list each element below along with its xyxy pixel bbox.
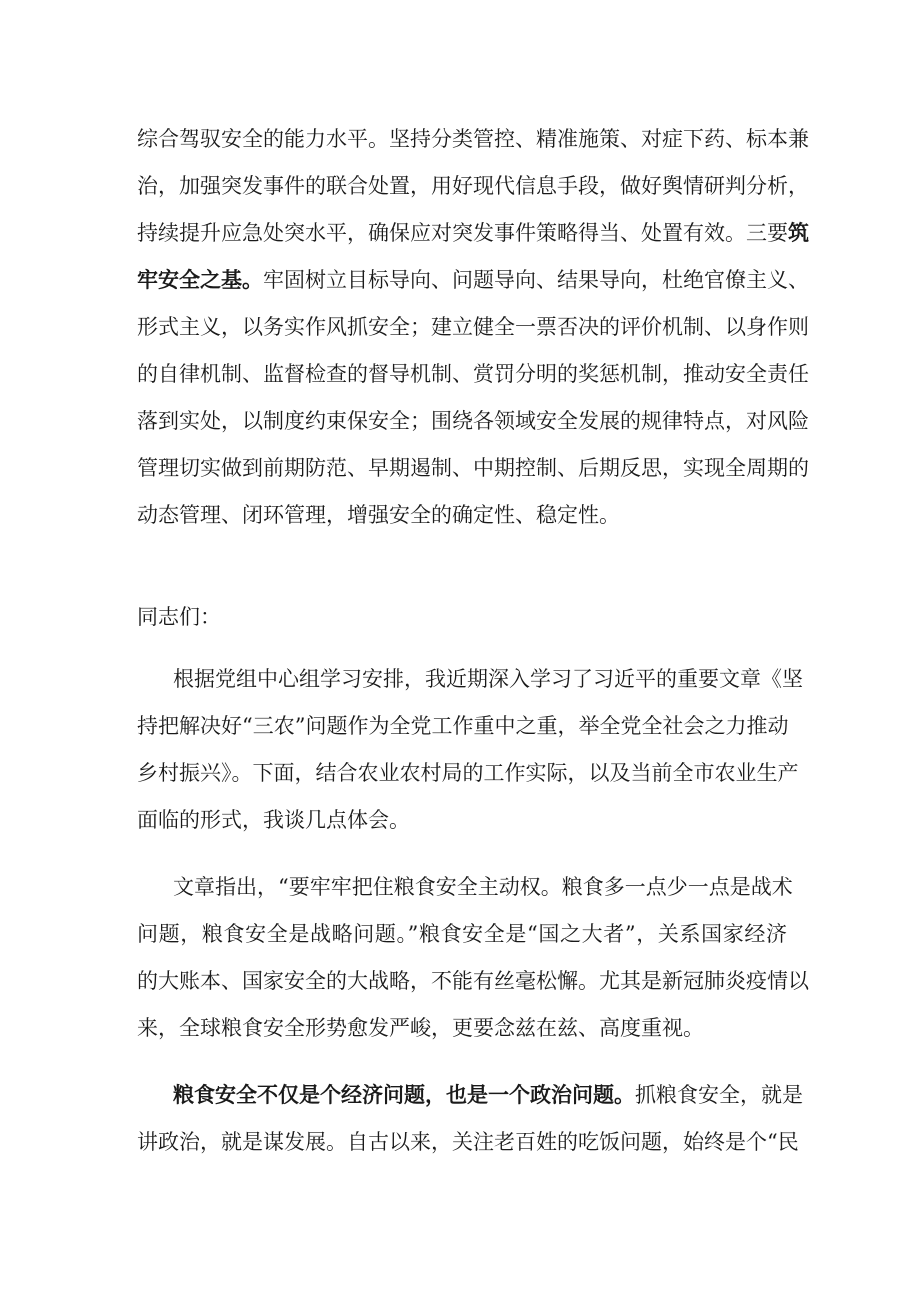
paragraph-2-line-2: 持把解决好“三农”问题作为全党工作重中之重，举全党全社会之力推动	[137, 714, 789, 738]
paragraph-4-line-1-text: 抓粮食安全，就是	[635, 1083, 803, 1107]
paragraph-2-line-3: 乡村振兴》。下面，结合农业农村局的工作实际，以及当前全市农业生产	[137, 761, 799, 785]
bold-heading-part-2: 牢安全之基。	[137, 267, 263, 292]
paragraph-1-line-3	[137, 218, 809, 248]
paragraph-1-line-4-text: 牢固树立目标导向、问题导向、结果导向，杜绝官僚主义、	[263, 268, 809, 292]
paragraph-1-line-5: 形式主义，以务实作风抓安全；建立健全一票否决的评价机制、以身作则	[137, 315, 809, 339]
paragraph-3-line-3: 的大账本、国家安全的大战略，不能有丝毫松懈。尤其是新冠肺炎疫情以	[137, 969, 809, 993]
bold-lead-sentence: 粮食安全不仅是个经济问题，也是一个政治问题。	[173, 1082, 635, 1107]
bold-heading-part-1: 筑	[788, 220, 809, 245]
paragraph-1-line-6: 的自律机制、监督检查的督导机制、赏罚分明的奖惩机制，推动安全责任	[137, 362, 809, 386]
paragraph-3-line-1: 文章指出，“要牢牢把住粮食安全主动权。粮食多一点少一点是战术	[173, 875, 793, 899]
paragraph-1-line-4	[137, 265, 809, 295]
paragraph-3-line-4: 来，全球粮食安全形势愈发严峻，更要念兹在兹、高度重视。	[137, 1016, 704, 1040]
paragraph-1-line-3-text: 持续提升应急处突水平，确保应对突发事件策略得当、处置有效。三要	[137, 221, 788, 245]
salutation: 同志们：	[137, 605, 221, 629]
paragraph-3-line-2: 问题，粮食安全是战略问题。”粮食安全是“国之大者”，关系国家经济	[137, 922, 787, 946]
paragraph-1-line-1: 综合驾驭安全的能力水平。坚持分类管控、精准施策、对症下药、标本兼	[137, 127, 809, 151]
paragraph-4-line-1	[173, 1080, 803, 1110]
paragraph-2-line-4: 面临的形式，我谈几点体会。	[137, 808, 410, 832]
paragraph-1-line-7: 落到实处，以制度约束保安全；围绕各领域安全发展的规律特点，对风险	[137, 409, 809, 433]
paragraph-1-line-2: 治，加强突发事件的联合处置，用好现代信息手段，做好舆情研判分析，	[137, 174, 809, 198]
paragraph-2-line-1: 根据党组中心组学习安排，我近期深入学习了习近平的重要文章《坚	[173, 667, 803, 691]
paragraph-1-line-9: 动态管理、闭环管理，增强安全的确定性、稳定性。	[137, 503, 620, 527]
paragraph-4-line-2: 讲政治，就是谋发展。自古以来，关注老百姓的吃饭问题，始终是个“民	[137, 1130, 799, 1154]
paragraph-1-line-8: 管理切实做到前期防范、早期遏制、中期控制、后期反思，实现全周期的	[137, 456, 809, 480]
